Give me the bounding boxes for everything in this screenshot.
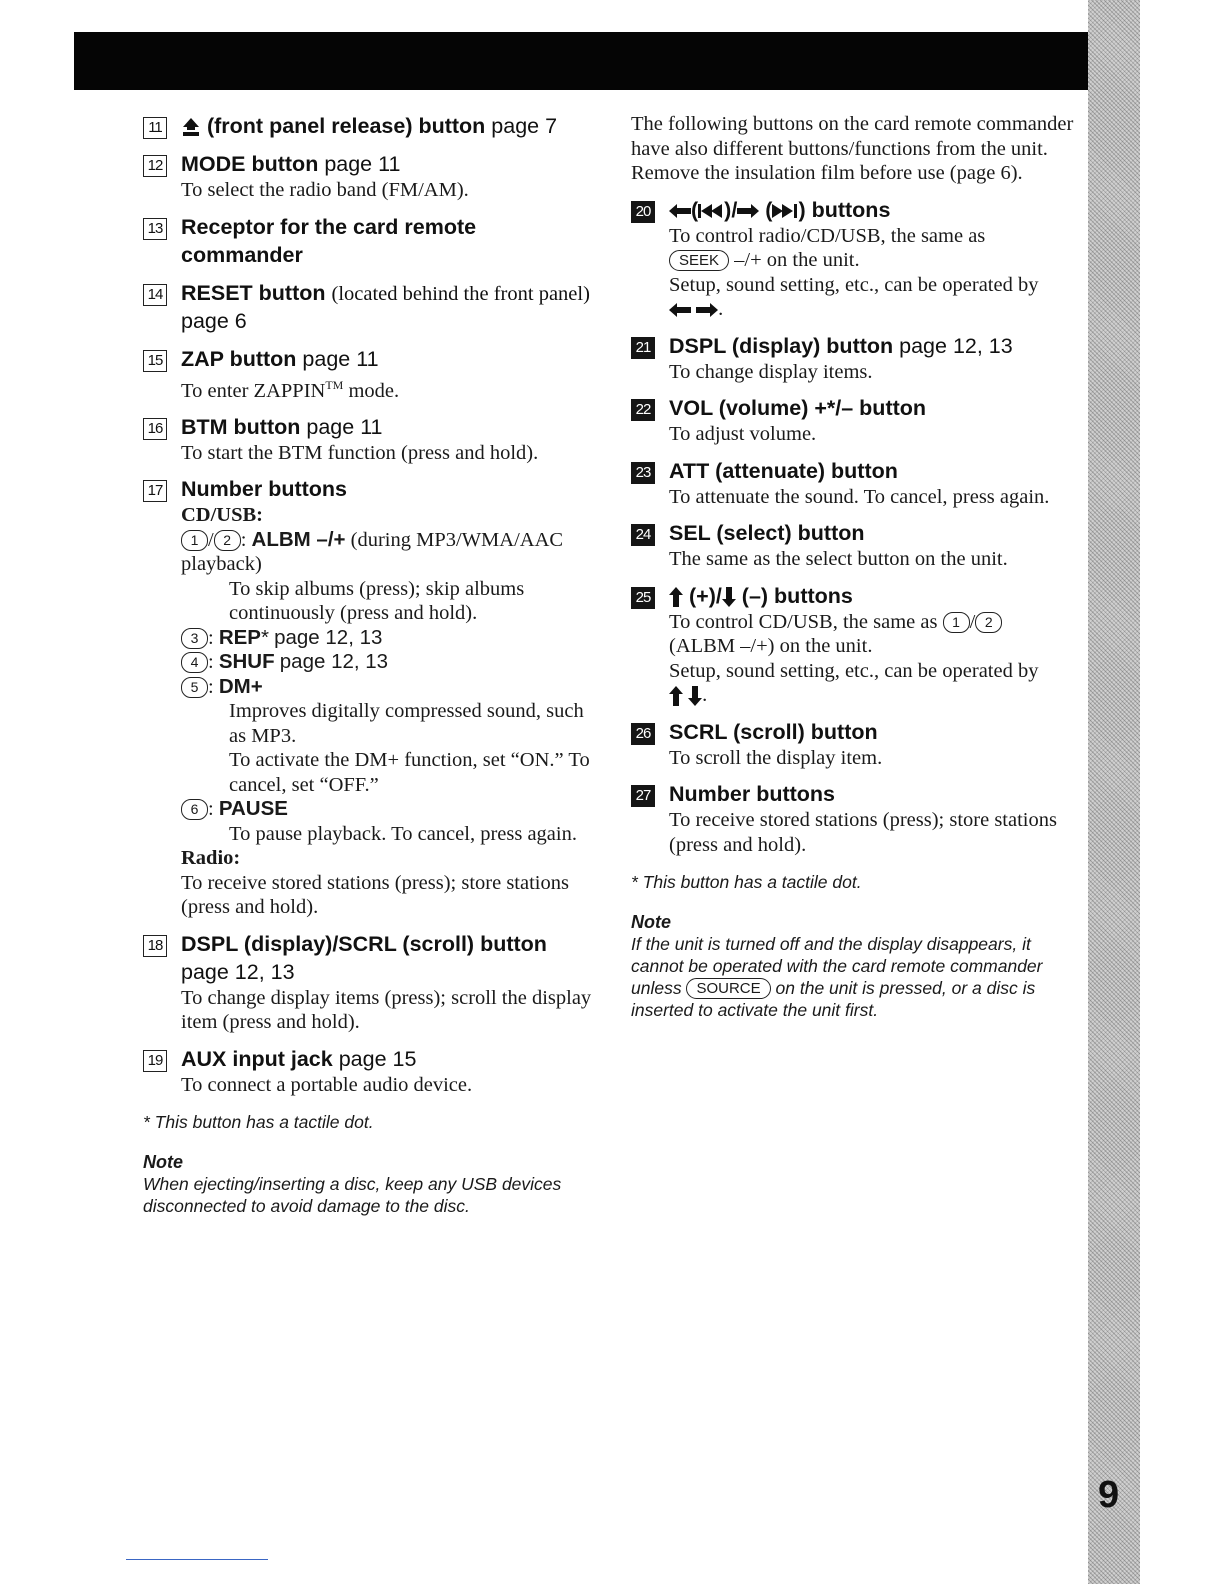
entry-desc: To attenuate the sound. To cancel, press again. xyxy=(669,485,1050,508)
tactile-dot-note: * This button has a tactile dot. xyxy=(631,872,862,892)
entry-title: MODE button xyxy=(181,152,319,176)
entry-24 xyxy=(631,519,1076,572)
entry-desc-2: Setup, sound setting, etc., can be operated by . xyxy=(669,273,1039,320)
side-tab-strip xyxy=(1088,0,1140,1584)
entry-15 xyxy=(143,345,603,403)
entry-22 xyxy=(631,394,1076,447)
entry-number: 20 xyxy=(631,201,655,223)
key-1: 1 xyxy=(943,612,970,633)
entry-number: 13 xyxy=(143,218,167,240)
entry-16 xyxy=(143,413,603,466)
page-ref: page 12, 13 xyxy=(899,333,1013,358)
entry-21 xyxy=(631,332,1076,385)
shuf-line: 4 : SHUF page 12, 13 xyxy=(181,650,603,675)
radio-label: Radio: xyxy=(181,847,241,870)
albm-desc: To skip albums (press); skip albums continuously (press and hold). xyxy=(229,577,525,625)
entry-title: RESET button xyxy=(181,280,326,305)
dm-desc-2: To activate the DM+ function, set “ON.” To cancel, set “OFF.” xyxy=(229,749,590,796)
entry-title: VOL (volume) +*/– button xyxy=(669,396,927,420)
entry-number: 11 xyxy=(143,117,167,139)
tactile-dot-note: * This button has a tactile dot. xyxy=(143,1112,374,1133)
right-arrow-icon xyxy=(737,204,759,218)
entry-title: SEL (select) button xyxy=(669,521,865,545)
entry-desc: To select the radio band (FM/AM). xyxy=(181,179,469,201)
entry-19 xyxy=(143,1045,603,1098)
cd-usb-label: CD/USB: xyxy=(181,504,264,527)
entry-title: ATT (attenuate) button xyxy=(669,458,898,483)
pause-desc: To pause playback. To cancel, press again. xyxy=(229,822,577,845)
up-arrow-icon xyxy=(669,686,683,706)
entry-25: 25 (+)/ (–) buttons To control CD/USB, the same as 1 / 2 (ALBM –/+) on the unit. Setup, sound setting, etc., can be operated by . xyxy=(631,582,1076,708)
entry-number: 17 xyxy=(143,480,167,502)
entry-number: 27 xyxy=(631,785,655,807)
entry-number: 12 xyxy=(143,155,167,177)
albm-line: 1 / 2 : ALBM –/+ (during MP3/WMA/AAC playback) xyxy=(181,527,564,576)
entry-title: SCRL (scroll) button xyxy=(669,719,878,744)
intro-text: The following buttons on the card remote commander have also different buttons/functions from the unit. Remove the insulation film before use (page 6). xyxy=(631,113,1074,184)
page-ref: page 7 xyxy=(491,114,558,138)
right-column xyxy=(631,112,1076,1021)
entry-14 xyxy=(143,279,603,335)
entry-desc: To change display items. xyxy=(669,360,873,383)
page-ref: page 11 xyxy=(306,414,383,439)
entry-number: 16 xyxy=(143,418,167,440)
dm-line: 5 : DM+ xyxy=(181,675,603,700)
header-bar xyxy=(74,32,1088,90)
note-body: When ejecting/inserting a disc, keep any USB devices disconnected to avoid damage to the disc. xyxy=(143,1174,562,1217)
note-body: If the unit is turned off and the display disappears, it cannot be operated with the card remote commander unless SOURCE on the unit is pressed, or a disc is inserted to activate the unit first. xyxy=(631,934,1043,1020)
entry-number: 26 xyxy=(631,723,655,745)
entry-number: 21 xyxy=(631,337,655,359)
entry-desc: To connect a portable audio device. xyxy=(181,1073,473,1096)
entry-desc: To control radio/CD/USB, the same as SEEK –/+ on the unit. xyxy=(669,224,986,271)
page-number: 9 xyxy=(1098,1474,1119,1516)
key-4: 4 xyxy=(181,652,208,673)
entry-26 xyxy=(631,718,1076,771)
entry-title: AUX input jack xyxy=(181,1046,333,1071)
entry-desc: To receive stored stations (press); store stations (press and hold). xyxy=(669,809,1057,856)
entry-title: (front panel release) button xyxy=(206,114,486,138)
key-5: 5 xyxy=(181,677,208,698)
right-arrow-icon xyxy=(696,303,718,317)
entry-desc-2: Setup, sound setting, etc., can be operated by . xyxy=(669,659,1039,706)
entry-11 xyxy=(143,112,603,140)
entry-title: BTM button xyxy=(181,414,301,439)
key-2: 2 xyxy=(214,530,241,551)
entry-number: 22 xyxy=(631,399,655,421)
entry-desc: To scroll the display item. xyxy=(669,746,883,769)
entry-title: Receptor for the card remote commander xyxy=(181,214,477,267)
entry-number: 25 xyxy=(631,587,655,609)
entry-12 xyxy=(143,150,603,203)
entry-desc: To control CD/USB, the same as 1 / 2 (ALBM –/+) on the unit. xyxy=(669,610,1076,659)
entry-desc: To change display items (press); scroll the display item (press and hold). xyxy=(181,986,592,1034)
entry-desc: To start the BTM function (press and hold). xyxy=(181,441,539,464)
entry-title: ZAP button xyxy=(181,346,297,371)
left-arrow-icon xyxy=(669,303,691,317)
entry-title: DSPL (display)/SCRL (scroll) button xyxy=(181,931,547,956)
key-6: 6 xyxy=(181,799,208,820)
page-ref: page 6 xyxy=(181,308,247,333)
dm-desc-1: Improves digitally compressed sound, such as MP3. xyxy=(229,700,584,747)
up-arrow-icon xyxy=(669,587,683,607)
entry-17 xyxy=(143,475,603,920)
entry-desc: The same as the select button on the unit. xyxy=(669,548,1008,570)
entry-title: DSPL (display) button xyxy=(669,333,894,358)
source-key: SOURCE xyxy=(686,978,770,999)
page-ref: page 11 xyxy=(302,346,379,371)
entry-number: 18 xyxy=(143,935,167,957)
key-1: 1 xyxy=(181,530,208,551)
entry-number: 24 xyxy=(631,524,655,546)
pause-line: 6 : PAUSE xyxy=(181,797,603,822)
seek-key: SEEK xyxy=(669,250,729,271)
entry-27 xyxy=(631,780,1076,857)
page-ref: page 12, 13 xyxy=(181,959,295,984)
entry-note: (located behind the front panel) xyxy=(331,282,590,305)
key-3: 3 xyxy=(181,628,208,649)
left-arrow-icon xyxy=(669,204,691,218)
front-panel-release-icon xyxy=(181,117,201,137)
entry-number: 15 xyxy=(143,350,167,372)
entry-number: 14 xyxy=(143,284,167,306)
key-2: 2 xyxy=(975,612,1002,633)
left-column xyxy=(143,112,603,1217)
page-ref: page 15 xyxy=(338,1046,417,1071)
down-arrow-icon xyxy=(722,587,736,607)
entry-title: Number buttons xyxy=(669,782,836,806)
next-track-icon xyxy=(772,204,798,218)
rep-line: 3 : REP* page 12, 13 xyxy=(181,626,603,651)
entry-18 xyxy=(143,930,603,1035)
footer-line xyxy=(126,1559,268,1560)
entry-23 xyxy=(631,457,1076,510)
entry-number: 23 xyxy=(631,462,655,484)
radio-desc: To receive stored stations (press); store stations (press and hold). xyxy=(181,871,569,919)
prev-track-icon xyxy=(698,204,724,218)
entry-desc: To enter ZAPPIN™ mode. xyxy=(181,377,400,402)
entry-20: 20 ( )/ ( ) buttons To control radio/CD/USB, the same as SEEK –/+ on the unit. Setup, sound setting, etc., can be operated by . xyxy=(631,196,1076,322)
entry-title: Number buttons xyxy=(181,477,348,502)
entry-desc: To adjust volume. xyxy=(669,423,817,445)
note-title: Note xyxy=(143,1152,183,1173)
entry-13 xyxy=(143,213,603,269)
page-ref: page 11 xyxy=(324,152,401,176)
note-title: Note xyxy=(631,912,671,932)
down-arrow-icon xyxy=(688,686,702,706)
entry-number: 19 xyxy=(143,1050,167,1072)
